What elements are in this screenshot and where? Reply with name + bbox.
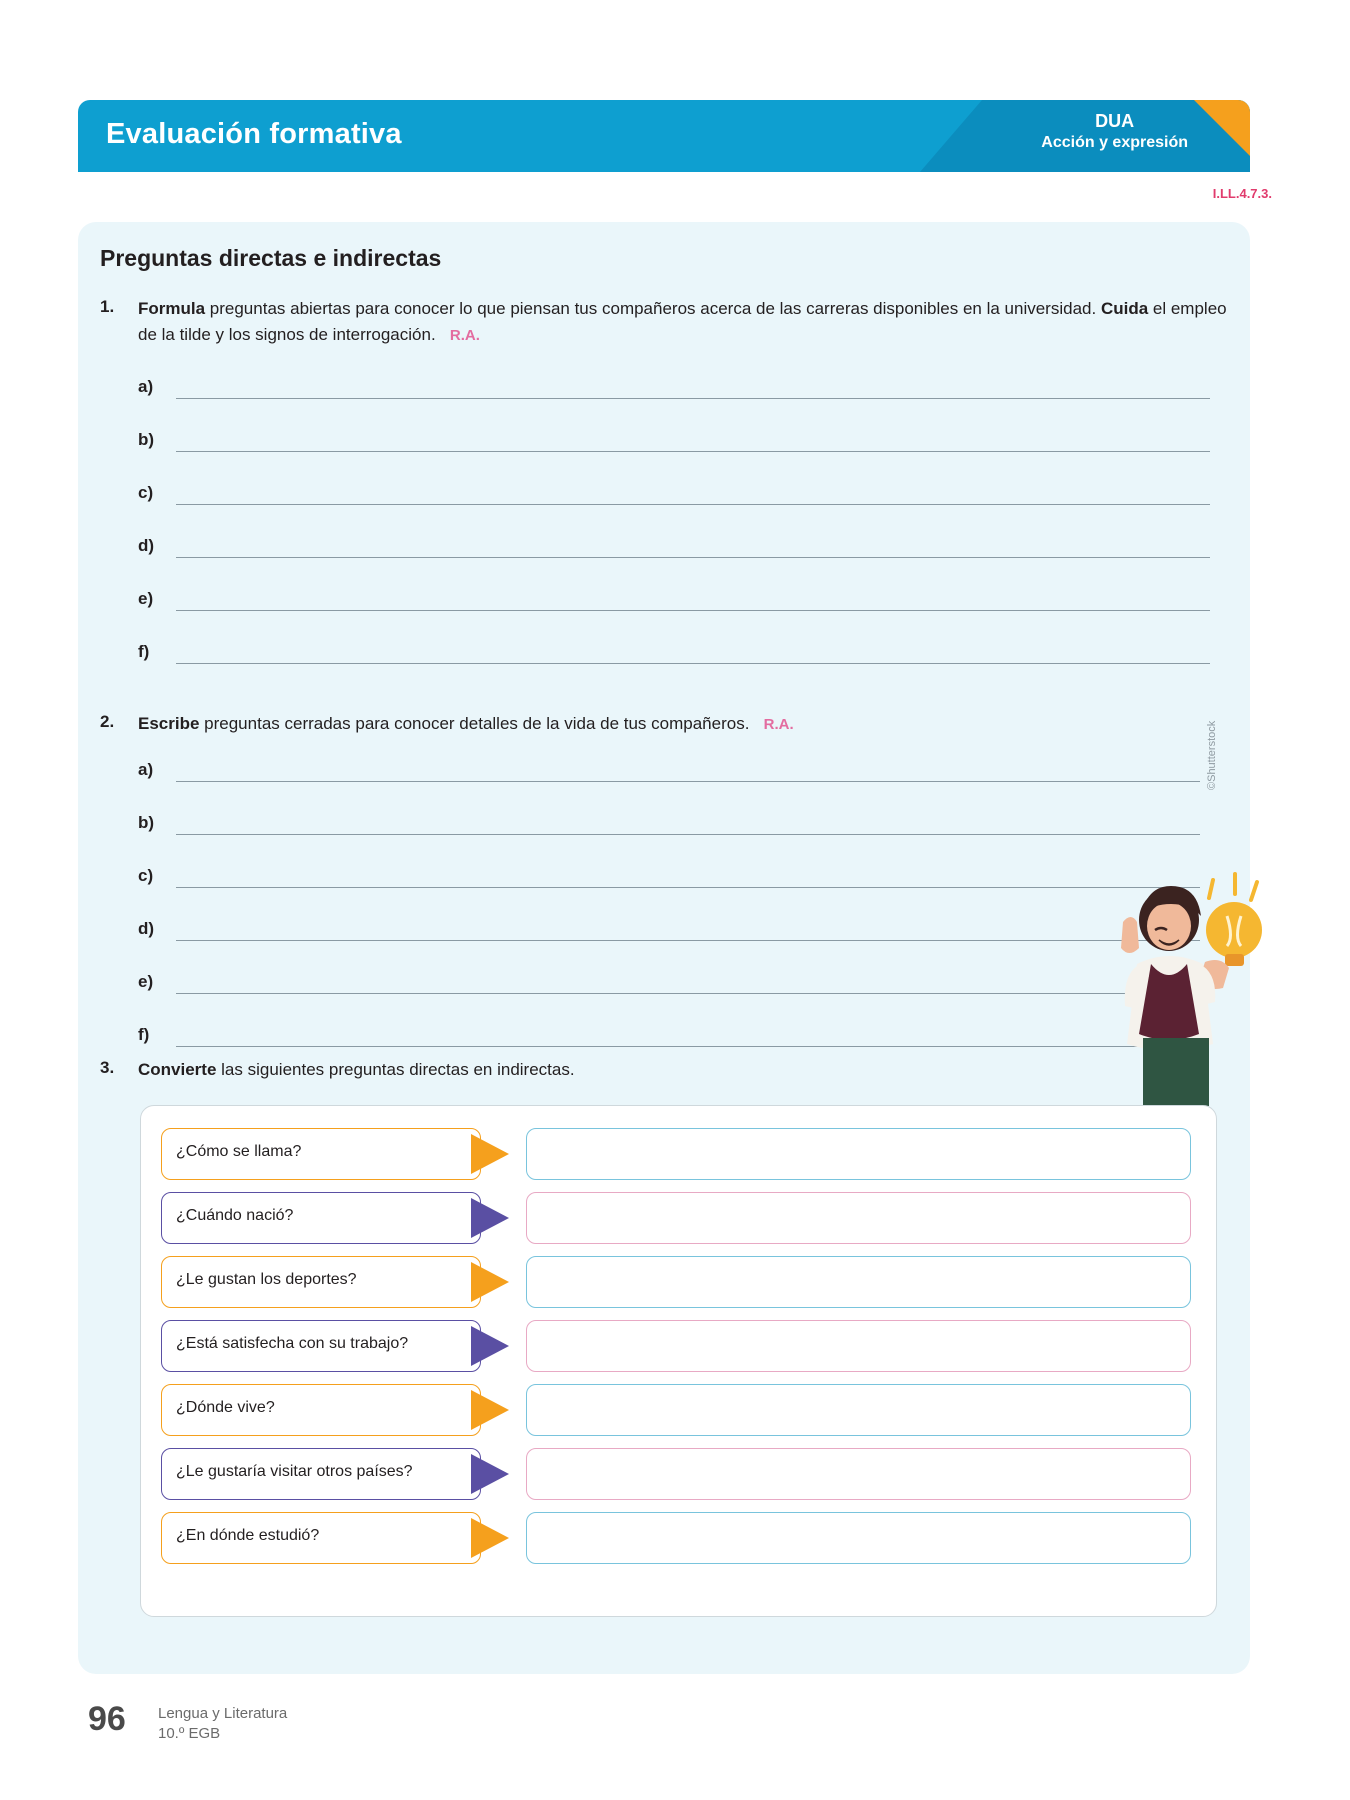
exercise-2-number: 2. [100, 712, 115, 731]
ex2-answer-line-d[interactable] [176, 940, 1200, 941]
exercise-1-number: 1. [100, 297, 115, 316]
ex2-letter-f: f) [138, 1025, 150, 1044]
indirect-answer-input-1[interactable] [526, 1128, 1191, 1180]
ex2-answer-line-e[interactable] [176, 993, 1200, 994]
woman-with-lightbulb-illustration [1085, 870, 1225, 1100]
arrow-right-icon-7 [471, 1518, 509, 1558]
exercise-2-text [138, 711, 1138, 737]
arrow-right-icon-4 [471, 1326, 509, 1366]
page-number: 96 [88, 1700, 126, 1738]
table-row [141, 1128, 1216, 1182]
ex1-answer-line-e[interactable] [176, 610, 1210, 611]
table-row [141, 1512, 1216, 1566]
arrow-right-icon-5 [471, 1390, 509, 1430]
ex1-answer-line-d[interactable] [176, 557, 1210, 558]
exercise-3-lead: Convierte [138, 1060, 217, 1079]
standard-code: I.LL.4.7.3. [1212, 186, 1272, 201]
table-row [141, 1384, 1216, 1438]
exercise-3-number: 3. [100, 1058, 115, 1077]
dua-title: DUA [1095, 111, 1135, 131]
header-corner-triangle-icon [1194, 100, 1250, 156]
table-row [141, 1320, 1216, 1374]
header-diagonal-shape [920, 100, 982, 172]
footer-subject: Lengua y Literatura [158, 1705, 288, 1722]
table-row [141, 1192, 1216, 1246]
ex2-letter-a: a) [138, 760, 154, 779]
ex2-answer-line-b[interactable] [176, 834, 1200, 835]
ex2-letter-b: b) [138, 813, 155, 832]
ex1-letter-f: f) [138, 642, 150, 661]
ex1-letter-a: a) [138, 377, 154, 396]
direct-question-label-2: ¿Cuándo nació? [176, 1207, 294, 1224]
arrow-right-icon-3 [471, 1262, 509, 1302]
image-credit: ©Shutterstock [1206, 720, 1218, 790]
table-row [141, 1256, 1216, 1310]
indirect-answer-input-2[interactable] [526, 1192, 1191, 1244]
arrow-right-icon-6 [471, 1454, 509, 1494]
conversion-table-card [140, 1105, 1217, 1617]
exercise-2-body: preguntas cerradas para conocer detalles de la vida de tus compañeros. [199, 714, 750, 733]
ex2-answer-line-c[interactable] [176, 887, 1200, 888]
direct-question-box-3[interactable] [161, 1256, 481, 1308]
indirect-answer-input-6[interactable] [526, 1448, 1191, 1500]
ex1-answer-line-f[interactable] [176, 663, 1210, 664]
ex1-letter-e: e) [138, 589, 154, 608]
direct-question-box-4[interactable] [161, 1320, 481, 1372]
section-heading: Preguntas directas e indirectas [100, 245, 442, 271]
direct-question-box-2[interactable] [161, 1192, 481, 1244]
ex2-answer-line-f[interactable] [176, 1046, 1200, 1047]
table-row [141, 1448, 1216, 1502]
dua-subtitle: Acción y expresión [1041, 133, 1188, 151]
page-header [78, 100, 1250, 172]
exercise-2-lead: Escribe [138, 714, 200, 733]
arrow-right-icon-2 [471, 1198, 509, 1238]
direct-question-label-3: ¿Le gustan los deportes? [176, 1271, 357, 1288]
direct-question-box-5[interactable] [161, 1384, 481, 1436]
exercise-2-answer-tag: R.A. [763, 716, 794, 733]
ex2-letter-c: c) [138, 866, 154, 885]
direct-question-label-1: ¿Cómo se llama? [176, 1143, 302, 1160]
page-title: Evaluación formativa [106, 118, 402, 150]
ex1-letter-b: b) [138, 430, 155, 449]
direct-question-label-4: ¿Está satisfecha con su trabajo? [176, 1335, 409, 1352]
footer-grade: 10.º EGB [158, 1724, 221, 1742]
ex2-letter-e: e) [138, 972, 154, 991]
direct-question-label-6: ¿Le gustaría visitar otros países? [176, 1463, 413, 1480]
ex1-letter-d: d) [138, 536, 155, 555]
exercise-1-lead: Formula [138, 299, 206, 318]
dua-block [1041, 110, 1188, 153]
direct-question-box-6[interactable] [161, 1448, 481, 1500]
ex1-answer-line-b[interactable] [176, 451, 1210, 452]
footer-info [158, 1704, 287, 1743]
exercise-1-body-1: preguntas abiertas para conocer lo que piensan tus compañeros acerca de las carreras disponibles en la universidad. [205, 299, 1101, 318]
exercise-1-text [138, 296, 1228, 347]
exercise-1-body-2: el empleo de la tilde y los signos de interrogación. [138, 299, 1227, 344]
ex2-letter-d: d) [138, 919, 155, 938]
direct-question-label-7: ¿En dónde estudió? [176, 1527, 320, 1544]
direct-question-box-7[interactable] [161, 1512, 481, 1564]
ex2-answer-line-a[interactable] [176, 781, 1200, 782]
ex1-answer-line-a[interactable] [176, 398, 1210, 399]
exercise-1-answer-tag: R.A. [449, 326, 480, 344]
ex1-letter-c: c) [138, 483, 154, 502]
indirect-answer-input-5[interactable] [526, 1384, 1191, 1436]
exercise-3-text [138, 1057, 1038, 1083]
ex1-answer-line-c[interactable] [176, 504, 1210, 505]
indirect-answer-input-3[interactable] [526, 1256, 1191, 1308]
direct-question-box-1[interactable] [161, 1128, 481, 1180]
indirect-answer-input-7[interactable] [526, 1512, 1191, 1564]
exercise-1-lead-2: Cuida [1100, 299, 1149, 318]
exercise-3-body: las siguientes preguntas directas en indirectas. [216, 1060, 575, 1079]
indirect-answer-input-4[interactable] [526, 1320, 1191, 1372]
arrow-right-icon-1 [471, 1134, 509, 1174]
direct-question-label-5: ¿Dónde vive? [176, 1399, 275, 1416]
